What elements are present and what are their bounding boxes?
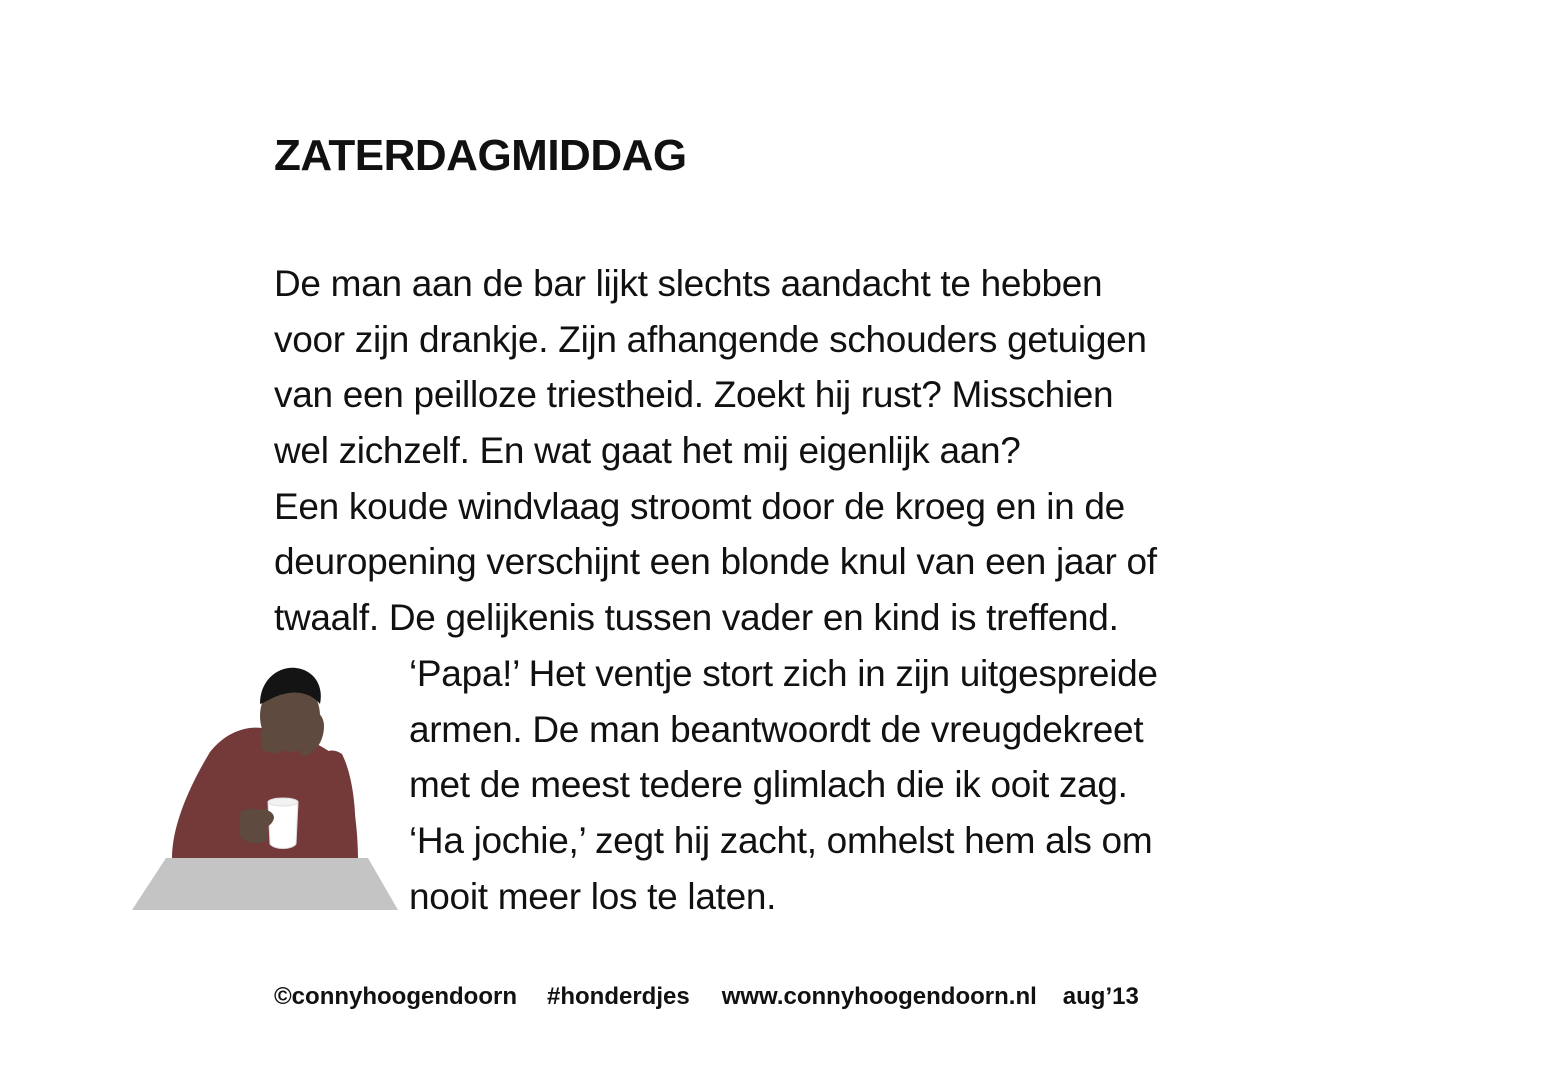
- story-line: De man aan de bar lijkt slechts aandacht te hebben: [274, 263, 1103, 304]
- footer-hashtag: #honderdjes: [547, 983, 690, 1010]
- cup-shape: [268, 802, 298, 849]
- story-line: twaalf. De gelijkenis tussen vader en kind is treffend.: [274, 597, 1119, 639]
- story-line: van een peilloze triestheid. Zoekt hij rust? Misschien: [274, 374, 1114, 416]
- story-line: armen. De man beantwoordt de vreugdekreet: [409, 708, 1144, 750]
- story-line: voor zijn drankje. Zijn afhangende schouders getuigen: [274, 318, 1147, 360]
- story-line: Een koude windvlaag stroomt door de kroeg en in de: [274, 485, 1125, 527]
- footer-website: www.connyhoogendoorn.nl: [721, 983, 1037, 1010]
- story-line: ‘Papa!’ Het ventje stort zich in zijn uitgespreide: [409, 652, 1158, 694]
- man-at-bar-icon: [128, 660, 404, 916]
- footer-date: aug’13: [1062, 983, 1139, 1010]
- footer-copyright: ©connyhoogendoorn: [274, 983, 517, 1010]
- story-line: deuropening verschijnt een blonde knul van een jaar of: [274, 541, 1157, 583]
- footer: [274, 980, 1139, 1014]
- story-line: wel zichzelf. En wat gaat het mij eigenlijk aan?: [274, 430, 1021, 472]
- table-shape: [132, 858, 398, 910]
- story-line: nooit meer los te laten.: [409, 875, 777, 917]
- story-line: ‘Ha jochie,’ zegt hij zacht, omhelst hem als om: [409, 819, 1153, 861]
- page-title: ZATERDAGMIDDAG: [274, 131, 687, 180]
- story-text: [274, 256, 1334, 924]
- story-line: met de meest tedere glimlach die ik ooit zag.: [409, 764, 1128, 806]
